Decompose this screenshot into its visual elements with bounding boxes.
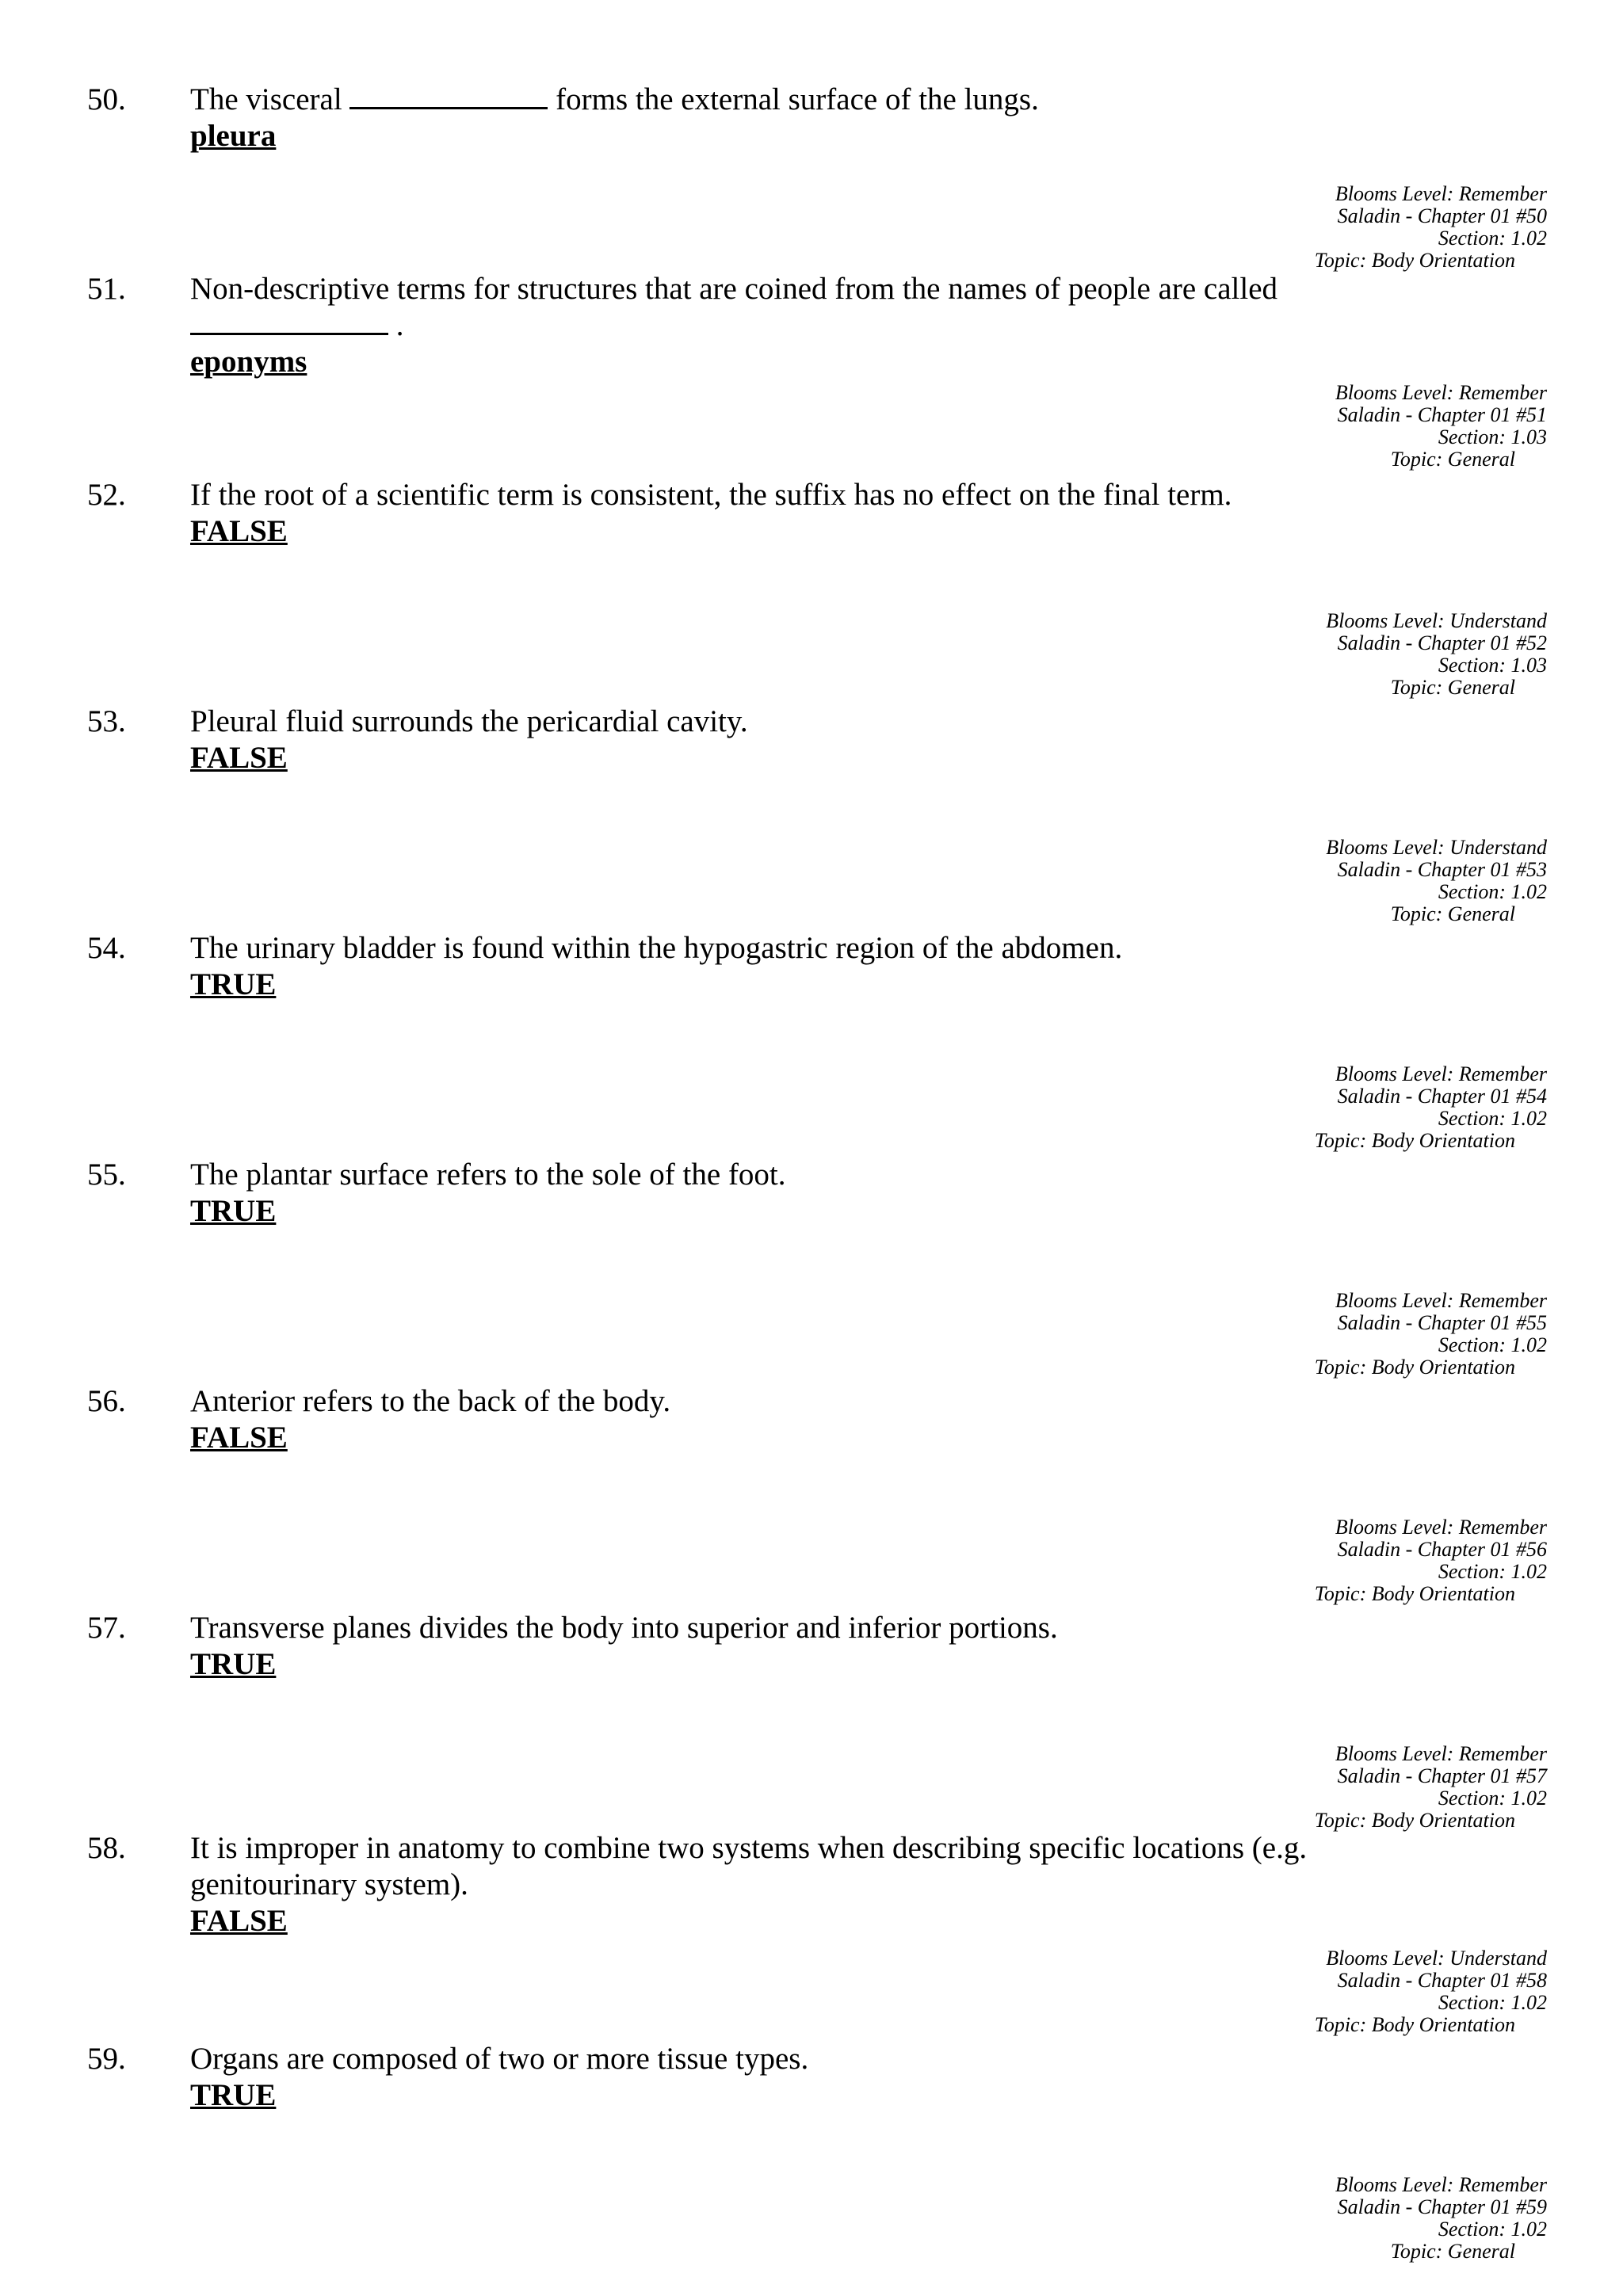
section-label: Section: 1.02 — [1438, 1787, 1547, 1810]
blooms-level: Blooms Level: Remember — [1335, 1742, 1547, 1765]
chapter-reference: Saladin - Chapter 01 #57 — [1337, 1764, 1547, 1787]
topic-label: Topic: General — [1390, 2240, 1515, 2263]
answer: FALSE — [190, 1421, 288, 1455]
question-metadata — [1315, 1063, 1547, 1152]
blooms-level: Blooms Level: Remember — [1335, 2173, 1547, 2196]
question-metadata — [1315, 1947, 1547, 2036]
blooms-level: Blooms Level: Understand — [1326, 836, 1547, 859]
answer-blank — [190, 307, 388, 335]
chapter-reference: Saladin - Chapter 01 #50 — [1337, 204, 1547, 227]
section-label: Section: 1.03 — [1438, 654, 1547, 677]
topic-label: Topic: Body Orientation — [1314, 2013, 1515, 2036]
chapter-reference: Saladin - Chapter 01 #54 — [1337, 1085, 1547, 1108]
question-metadata — [1335, 2174, 1547, 2263]
blooms-level: Blooms Level: Remember — [1335, 381, 1547, 404]
section-label: Section: 1.02 — [1438, 2218, 1547, 2241]
topic-label: Topic: Body Orientation — [1314, 249, 1515, 272]
answer: pleura — [190, 119, 277, 153]
question-number: 57. — [87, 1611, 126, 1645]
answer: eponyms — [190, 345, 307, 379]
question-text-after: forms the external surface of the lungs. — [556, 82, 1039, 116]
blooms-level: Blooms Level: Understand — [1326, 1947, 1547, 1970]
chapter-reference: Saladin - Chapter 01 #53 — [1337, 858, 1547, 881]
question-number: 51. — [87, 272, 126, 306]
answer: TRUE — [190, 1647, 277, 1681]
question-text: The urinary bladder is found within the hypogastric region of the abdomen. — [190, 931, 1123, 965]
topic-label: Topic: Body Orientation — [1314, 1582, 1515, 1605]
answer: TRUE — [190, 2078, 277, 2112]
question-text — [190, 271, 1411, 344]
question-number: 53. — [87, 704, 126, 738]
answer: FALSE — [190, 514, 288, 548]
topic-label: Topic: General — [1390, 448, 1515, 471]
chapter-reference: Saladin - Chapter 01 #52 — [1337, 631, 1547, 654]
question-text: Transverse planes divides the body into superior and inferior portions. — [190, 1611, 1058, 1645]
blooms-level: Blooms Level: Remember — [1335, 1062, 1547, 1085]
question-metadata — [1326, 837, 1547, 925]
question-metadata — [1315, 1290, 1547, 1379]
chapter-reference: Saladin - Chapter 01 #56 — [1337, 1538, 1547, 1561]
question-number: 58. — [87, 1831, 126, 1865]
question-number: 55. — [87, 1158, 126, 1192]
section-label: Section: 1.02 — [1438, 227, 1547, 250]
question-text-before: The visceral — [190, 82, 342, 116]
chapter-reference: Saladin - Chapter 01 #58 — [1337, 1969, 1547, 1992]
topic-label: Topic: General — [1390, 676, 1515, 699]
question-text: It is improper in anatomy to combine two systems when describing specific locations (e.g. genitourinary system). — [190, 1831, 1308, 1901]
question-number: 50. — [87, 82, 126, 116]
question-number: 54. — [87, 931, 126, 965]
question-metadata — [1315, 1743, 1547, 1832]
answer: FALSE — [190, 741, 288, 775]
question-number: 56. — [87, 1384, 126, 1418]
blooms-level: Blooms Level: Remember — [1335, 1289, 1547, 1312]
topic-label: Topic: Body Orientation — [1314, 1129, 1515, 1152]
topic-label: Topic: Body Orientation — [1314, 1809, 1515, 1832]
question-text: If the root of a scientific term is consistent, the suffix has no effect on the final term. — [190, 478, 1232, 512]
question-text — [190, 82, 1411, 118]
section-label: Section: 1.02 — [1438, 880, 1547, 903]
topic-label: Topic: Body Orientation — [1314, 1356, 1515, 1379]
chapter-reference: Saladin - Chapter 01 #59 — [1337, 2195, 1547, 2218]
answer-blank — [349, 82, 548, 109]
question-text: Pleural fluid surrounds the pericardial cavity. — [190, 704, 748, 738]
chapter-reference: Saladin - Chapter 01 #55 — [1337, 1311, 1547, 1334]
answer: FALSE — [190, 1904, 288, 1938]
answer: TRUE — [190, 967, 277, 1001]
question-text-main: Non-descriptive terms for structures that are coined from the names of people are called — [190, 272, 1278, 306]
answer: TRUE — [190, 1194, 277, 1228]
blooms-level: Blooms Level: Remember — [1335, 1516, 1547, 1539]
question-text: Anterior refers to the back of the body. — [190, 1384, 671, 1418]
question-text: The plantar surface refers to the sole of the foot. — [190, 1158, 786, 1192]
blooms-level: Blooms Level: Understand — [1326, 609, 1547, 632]
question-number: 52. — [87, 478, 126, 512]
question-metadata — [1315, 183, 1547, 272]
chapter-reference: Saladin - Chapter 01 #51 — [1337, 403, 1547, 426]
question-text: Organs are composed of two or more tissue types. — [190, 2042, 809, 2076]
section-label: Section: 1.02 — [1438, 1560, 1547, 1583]
blooms-level: Blooms Level: Remember — [1335, 182, 1547, 205]
question-number: 59. — [87, 2042, 126, 2076]
section-label: Section: 1.02 — [1438, 1107, 1547, 1130]
section-label: Section: 1.02 — [1438, 1333, 1547, 1356]
question-metadata — [1335, 382, 1547, 471]
topic-label: Topic: General — [1390, 902, 1515, 925]
question-metadata — [1315, 1516, 1547, 1605]
section-label: Section: 1.02 — [1438, 1991, 1547, 2014]
section-label: Section: 1.03 — [1438, 425, 1547, 448]
question-text-after: . — [395, 308, 404, 342]
question-metadata — [1326, 610, 1547, 699]
